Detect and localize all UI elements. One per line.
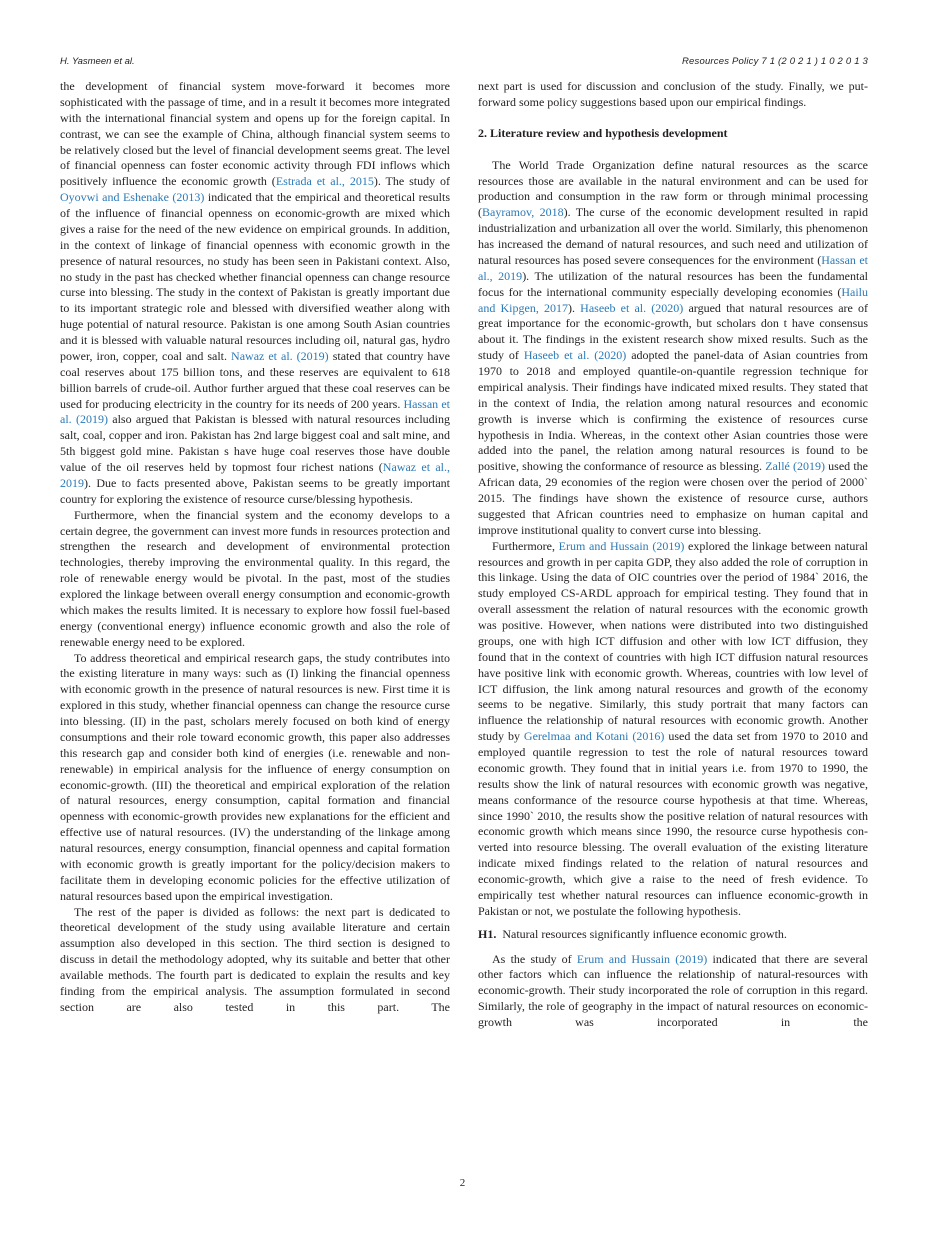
body-paragraph xyxy=(478,158,868,539)
body-paragraph xyxy=(478,952,868,1031)
page-number: 2 xyxy=(459,1177,466,1189)
paragraph-text: stated that country have coal reserves about 175 billion tons, and these reserves are equivalent to 618 billion barrels of crude-oil. Author further argued that these coal reserves can be used for producing electricity in the country for its needs of 200 years. xyxy=(60,348,451,411)
paragraph-text: the development of financial system move-forward it becomes more sophisticated with the passage of time, and in a result it becomes more integrated with the international financial system and opens up for the foreign capital. In contrast, we can see the example of China, although financial system seems to be relatively closed but the level of financial development seems great. The level of financial openness can foster economic activity through FDI inflows which positively influence the economic growth ( xyxy=(60,79,450,189)
paragraph-text: explored the linkage between natural resources and growth in per capita GDP, they also added the role of corruption in this linkage. Using the data of OIC countries over the period of 1984` 2016, the study employed CS-ARDL approach for empirical testing. They found that in overall assessment the relation of natural resources with the economic growth was positive. However, when nations were distributed into two distinguished groups, one with high ICT diffusion and other with low ICT diffusion, they found that in the context of countries with high ICT diffusion natural resources have positive link with economic growth. Whereas, countries with low level of ICT diffusion, the link among natural resources and growth of the economy seems to be negative. Similarly, this study portrait that many factors can influence the relationship of natural resources with economic growth. Another study by xyxy=(478,538,869,744)
hypothesis-label: H1. xyxy=(478,926,497,941)
body-paragraph xyxy=(478,79,868,111)
paragraph-text: ). xyxy=(568,300,581,315)
citation-link[interactable]: Nawaz et al., 2019 xyxy=(60,460,450,490)
section-heading: 2. Literature review and hypothesis development xyxy=(478,125,728,140)
citation-link[interactable]: Oyovwi and Eshenake (2013) xyxy=(60,190,205,205)
citation-link[interactable]: Erum and Hussain (2019) xyxy=(576,951,708,966)
body-paragraph xyxy=(60,508,450,651)
paragraph-text: next part is used for discussion and conclusion of the study. Finally, we put-forward some policy suggestions based upon our empirical findings. xyxy=(478,79,868,109)
citation-link[interactable]: Estrada et al., 2015 xyxy=(275,174,374,189)
citation-link[interactable]: Nawaz et al. (2019) xyxy=(231,348,329,363)
paragraph-text: To address theoretical and empirical research gaps, the study contributes into the existing literature in many ways: such as (I) linking the financial openness with economic growth in the presence of natural resources is new. First time it is explored in this study, whether financial openness can change the resource curse into blessing. (II) in the past, scholars merely focused on both kind of energy consumptions and their role toward economic growth, this paper also addresses this research gap and consider both kind of energies (i.e. renewable and non-renewable) in empirical analysis for the influence of energy consumption on economic-growth. (III) the theoretical and empirical exploration of the relation of natural resources, energy consumption, capital formation and financial openness with economic-growth provides new explanations for the efficient and effective use of natural resources. (IV) the understanding of the linkage among natural resources, energy consumption, financial openness and capital formation with economic growth is greatly important for the policy/decision makers to facilitate them in developing economic policies for the effective utilization of natural resources based upon the empirical investigation. xyxy=(60,650,450,903)
paragraph-text: ). The utilization of the natural resources has been the fundamental focus for the international community especially developing economies ( xyxy=(478,268,868,299)
right-paragraphs xyxy=(478,158,868,920)
citation-link[interactable]: Zallé (2019) xyxy=(765,459,826,474)
body-paragraph xyxy=(60,905,450,1016)
citation-link[interactable]: Hailu and Kipgen, 2017 xyxy=(478,284,868,315)
right-intro-paragraphs xyxy=(478,79,868,111)
body-paragraph xyxy=(60,79,450,508)
paragraph-text: ). The study of xyxy=(373,174,450,189)
hypothesis-text: Natural resources significantly influence economic growth. xyxy=(502,926,787,941)
citation-link[interactable]: Bayramov, 2018 xyxy=(482,205,564,220)
citation-link[interactable]: Haseeb et al. (2020) xyxy=(580,300,684,315)
paragraph-text: The rest of the paper is divided as follows: the next part is dedicated to theoretical development of the study using available literature and certain assumption also developed in this section. The third section is designed to discuss in detail the methodology adopted, why its suitable and better that other available methods. The fourth part is dedicated to explain the results and key finding from the empirical analysis. The assumption formulated in second section are also tested in this part. The xyxy=(60,904,450,1014)
citation-link[interactable]: Gerelmaa and Kotani (2016) xyxy=(523,729,665,744)
citation-link[interactable]: Hassan et al., 2019 xyxy=(478,252,868,283)
paragraph-text: ). Due to facts presented above, Pakistan seems to be greatly important country for exploring the existence of resource curse/blessing hypothesis. xyxy=(60,475,450,506)
paragraph-text: As the study of xyxy=(492,951,577,966)
hypothesis-h1 xyxy=(478,927,868,943)
left-paragraphs xyxy=(60,79,450,1016)
running-header-journal: Resources Policy 7 1 (2 0 2 1 ) 1 0 2 0 1 3 xyxy=(681,56,868,67)
right-after-paragraphs xyxy=(478,952,868,1031)
paragraph-text: Furthermore, when the financial system and the economy develops to a certain degree, the government can invest more funds in resources protection and strengthen the research and development of environmental protection technologies, thereby improving the environmental quality. In this regard, the role of renewable energy would be pivotal. In the past, most of the studies explored the linkage between overall energy consumption and economic-growth which makes the results limited. It is necessary to explore how fossil fuel-based energy (conventional energy) influence economic growth and also the role of renewable energy need to be explored. xyxy=(60,507,450,649)
citation-link[interactable]: Haseeb et al. (2020) xyxy=(523,348,627,363)
paragraph-text: used the African data, 29 economies of the region were chosen over the period of 2000` 2015. The findings have shown the existence of resource curse, authors suggested that African countries need to emphasize on human capital and improve institutional quality to convert curse into blessing. xyxy=(478,459,868,537)
paragraph-text: ). The curse of the economic development resulted in rapid industrialization and urbanization all over the world. Similarly, this phenomenon has increased the demand of natural resources, and such need and utilization of natural resources has posed severe consequences for the environment ( xyxy=(478,205,868,267)
body-paragraph xyxy=(478,539,868,920)
citation-link[interactable]: Hassan et al. (2019) xyxy=(60,396,450,427)
paragraph-text: used the data set from 1970 to 2010 and employed quantile regression to test the role of natural resources toward economic growth. They found that in initial years i.e. from 1970 to 1990, the results show the link of natural resources with economic growth was negative, means conformance of the resource course hypothesis at that time. Whereas, since 1990` 2010, the results show the positive relation of natural resources with economic growth which means since 1990, the resource curse hypothesis converted into resource blessing. The overall evaluation of the existing literature indicate mixed findings related to the relation of natural resources and economic-growth, which give a raise to the need of fresh evidence. To empirically test whether natural resources can influence economic-growth in Pakistan or not, we postulate the following hypothesis. xyxy=(478,729,868,918)
right-column xyxy=(478,79,868,1031)
citation-link[interactable]: Erum and Hussain (2019) xyxy=(558,538,685,553)
paragraph-text: also argued that Pakistan is blessed with natural resources including salt, coal, copper and iron. Pakistan has 2nd large biggest coal and salt mine, and 5th biggest gold mine. Pakistan s have huge coal reserves those have double value of the oil reserves held by topmost four richest nations ( xyxy=(60,412,450,474)
paragraph-text: adopted the panel-data of Asian countries from 1970 to 2018 and employed quantile-on-quantile regression technique for empirical analysis. Their findings have indicated mixed results. They stated that in the context of India, the relation among natural resources and economic growth is inverse which is confirming the existence of resources curse hypothesis in India. Whereas, in the context other Asian countries those were added into the panel, the relation among natural resources is found to be positive, showing the conformance of resource as blessing. xyxy=(478,348,868,474)
paragraph-text: argued that natural resources are of great importance for the economic-growth, but scholars don t have consensus about it. The findings in the existent research show mixed results. Such as the study of xyxy=(478,300,869,363)
paragraph-text: The World Trade Organization define natural resources as the scarce resources those are available in the natural environment and can be used for production and consumption in the raw form or through minimal processing ( xyxy=(478,157,868,220)
paragraph-text: indicated that there are several other factors which can influence the relationship of natural-resources with economic-growth. Their study incorporated the role of corruption in this regard. Similarly, the role of geography in the impact of natural resources on economic-growth was incorporated in the xyxy=(478,951,868,1029)
paragraph-text: indicated that the empirical and theoretical results of the influence of financial openness on economic-growth are mixed which gives a raise for the need of the new evidence on empirical grounds. In addition, in the context of linkage of financial openness with economic growth in the presence of natural resources, no study has been seen in Pakistani context. Also, no study in the past has checked whether financial openness can change resource curse into blessing. The study in the context of Pakistan is greatly important due to its important strategic role and blessed with diversified weather along with huge potential of natural resource. Pakistan is one among South Asian countries and it is blessed with valuable natural resources including oil, natural gas, hydro power, iron, copper, coal and salt. xyxy=(60,190,450,363)
running-header-authors: H. Yasmeen et al. xyxy=(60,56,135,67)
paragraph-text: Furthermore, xyxy=(492,538,559,553)
left-column xyxy=(60,79,450,1016)
body-paragraph xyxy=(60,651,450,905)
